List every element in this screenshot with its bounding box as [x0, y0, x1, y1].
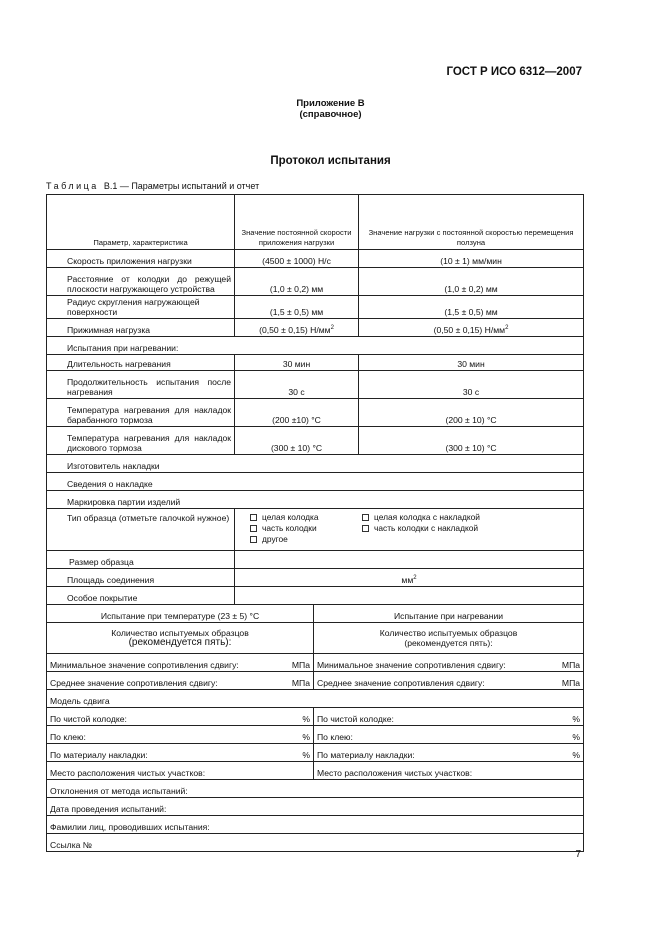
table-caption [46, 181, 259, 191]
option-whole-shoe-with-lining[interactable]: целая колодка с накладкой [362, 512, 502, 522]
annex-subtitle: (справочное) [299, 109, 362, 120]
checkbox-icon[interactable] [362, 525, 369, 532]
table-row: Изготовитель накладки [47, 455, 584, 473]
table-row: Сведения о накладке [47, 473, 584, 491]
clean-shoe-row: По чистой колодке: % По чистой колодке: % [47, 708, 584, 726]
table-caption-text: В.1 — Параметры испытаний и отчет [103, 181, 260, 191]
test-mode-row: Испытание при температуре (23 ± 5) °С Испытание при нагревании [47, 605, 584, 623]
table-row: Длительность нагревания 30 мин 30 мин [47, 355, 584, 371]
col-header-constant-rate: Значение постоянной скорости приложения нагрузки [235, 195, 359, 250]
protocol-title: Протокол испытания [270, 155, 391, 167]
checkbox-icon[interactable] [250, 514, 257, 521]
min-shear-row: Минимальное значение сопротивления сдвигу: МПа Минимальное значение сопротивления сдвигу: МПа [47, 654, 584, 672]
annex-title: Приложение В [296, 98, 365, 109]
parameters-table [46, 194, 584, 852]
table-row: Расстояние от колодки до режущей плоскости нагружающего устройства (1,0 ± 0,2) мм (1,0 ± 0,2) мм [47, 268, 584, 296]
checkbox-icon[interactable] [362, 514, 369, 521]
table-row: Прижимная нагрузка (0,50 ± 0,15) $Н/мм^2$ (0,50 ± 0,15) $Н/мм^2$ [47, 319, 584, 337]
test-date-row: Дата проведения испытаний: [47, 798, 584, 816]
sample-size-row: Размер образца [47, 551, 584, 569]
area-row: Площадь соединения $мм^2$ [47, 569, 584, 587]
lining-material-row: По материалу накладки: % По материалу накладки: % [47, 744, 584, 762]
table-row: Маркировка партии изделий [47, 491, 584, 509]
clean-place-row: Место расположения чистых участков: Место расположения чистых участков: [47, 762, 584, 780]
col-header-constant-speed: Значение нагрузки с постоянной скоростью перемещения ползуна [359, 195, 584, 250]
reference-row: Ссылка № [47, 834, 584, 852]
checkbox-icon[interactable] [250, 536, 257, 543]
shear-model-row: Модель сдвига [47, 690, 584, 708]
persons-row: Фамилии лиц, проводивших испытания: [47, 816, 584, 834]
table-row: Продолжительность испытания после нагревания 30 с 30 с [47, 371, 584, 399]
avg-shear-row: Среднее значение сопротивления сдвигу: МПа Среднее значение сопротивления сдвигу: МПа [47, 672, 584, 690]
table-row: Температура нагревания для накладок барабанного тормоза (200 ±10) °С (200 ± 10) °С [47, 399, 584, 427]
checkbox-icon[interactable] [250, 525, 257, 532]
standard-number: ГОСТ Р ИСО 6312—2007 [446, 66, 582, 78]
table-row: Температура нагревания для накладок дискового тормоза (300 ± 10) °С (300 ± 10) °С [47, 427, 584, 455]
option-part-shoe[interactable]: часть колодки [250, 523, 362, 533]
sample-count-row: Количество испытуемых образцов (рекомендуется пять): Количество испытуемых образцов (рекомендуется пять): [47, 623, 584, 654]
table-caption-prefix: Таблица [46, 181, 99, 191]
page-number: 7 [575, 849, 581, 860]
sample-options [238, 512, 580, 544]
deviations-row: Отклонения от метода испытаний: [47, 780, 584, 798]
glue-row: По клею: % По клею: % [47, 726, 584, 744]
option-other[interactable]: другое [250, 534, 362, 544]
table-row: Радиус скругления нагружающей поверхности (1,5 ± 0,5) мм (1,5 ± 0,5) мм [47, 296, 584, 319]
sample-type-row: Тип образца (отметьте галочкой нужное) целая колодка целая колодка с накладкой часть колодки часть колодки с накладкой другое [47, 509, 584, 551]
col-header-parameter: Параметр, характеристика [47, 195, 235, 250]
option-whole-shoe[interactable]: целая колодка [250, 512, 362, 522]
option-part-shoe-with-lining[interactable]: часть колодки с накладкой [362, 523, 502, 533]
table-row: Скорость приложения нагрузки (4500 ± 1000) Н/с (10 ± 1) мм/мин [47, 250, 584, 268]
annex-heading [0, 98, 661, 120]
coating-row: Особое покрытие [47, 587, 584, 605]
table-row: Испытания при нагревании: [47, 337, 584, 355]
table-header-row [47, 195, 584, 250]
